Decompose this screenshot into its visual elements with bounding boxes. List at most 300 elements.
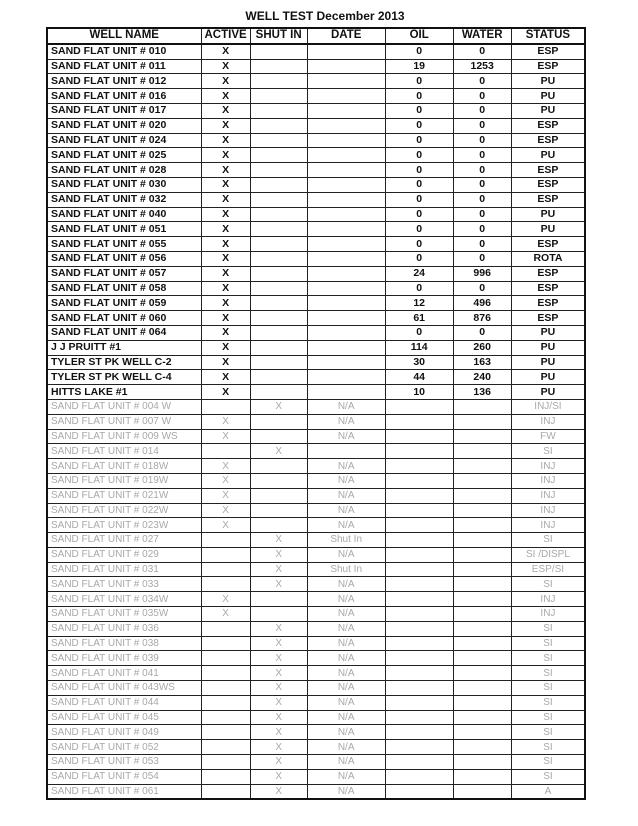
cell-shut-in [250,459,307,474]
cell-water: 0 [453,148,511,163]
cell-well-name: SAND FLAT UNIT # 012 [47,74,201,89]
cell-oil: 0 [385,192,453,207]
cell-oil [385,444,453,459]
cell-shut-in: X [250,769,307,784]
cell-oil: 10 [385,385,453,400]
cell-active [201,621,250,636]
cell-date [307,355,385,370]
cell-date: N/A [307,784,385,799]
cell-date: N/A [307,414,385,429]
cell-well-name: SAND FLAT UNIT # 028 [47,163,201,178]
cell-water: 163 [453,355,511,370]
cell-status: ESP [511,192,585,207]
cell-water [453,577,511,592]
cell-water [453,769,511,784]
cell-active: X [201,59,250,74]
cell-water [453,710,511,725]
cell-date: N/A [307,547,385,562]
cell-water [453,607,511,622]
table-row [47,755,585,770]
cell-shut-in [250,311,307,326]
cell-date: N/A [307,666,385,681]
cell-date: N/A [307,755,385,770]
cell-date: N/A [307,459,385,474]
cell-well-name: SAND FLAT UNIT # 022W [47,503,201,518]
cell-active: X [201,459,250,474]
cell-shut-in: X [250,444,307,459]
cell-date: N/A [307,621,385,636]
cell-status: PU [511,340,585,355]
cell-date: N/A [307,488,385,503]
cell-status: SI [511,769,585,784]
cell-oil: 61 [385,311,453,326]
table-row [47,340,585,355]
cell-active: X [201,74,250,89]
cell-status: SI [511,636,585,651]
table-row [47,473,585,488]
cell-active: X [201,296,250,311]
cell-status: ESP/SI [511,562,585,577]
cell-well-name: SAND FLAT UNIT # 024 [47,133,201,148]
cell-status: SI [511,651,585,666]
cell-shut-in [250,503,307,518]
cell-active [201,695,250,710]
cell-status: ROTA [511,251,585,266]
cell-oil [385,562,453,577]
cell-date [307,59,385,74]
cell-oil: 24 [385,266,453,281]
cell-shut-in: X [250,399,307,414]
table-row [47,414,585,429]
cell-date [307,385,385,400]
cell-status: ESP [511,133,585,148]
cell-oil: 0 [385,237,453,252]
cell-active [201,562,250,577]
cell-water: 136 [453,385,511,400]
cell-status: SI [511,710,585,725]
cell-active: X [201,266,250,281]
cell-oil [385,621,453,636]
cell-water: 496 [453,296,511,311]
table-row [47,192,585,207]
table-row [47,296,585,311]
cell-shut-in [250,473,307,488]
table-row [47,89,585,104]
cell-oil: 114 [385,340,453,355]
cell-oil [385,681,453,696]
cell-well-name: SAND FLAT UNIT # 058 [47,281,201,296]
cell-oil [385,459,453,474]
cell-water [453,740,511,755]
cell-well-name: SAND FLAT UNIT # 041 [47,666,201,681]
cell-active: X [201,503,250,518]
cell-oil: 0 [385,74,453,89]
cell-date [307,296,385,311]
cell-active: X [201,385,250,400]
cell-shut-in: X [250,621,307,636]
cell-well-name: SAND FLAT UNIT # 040 [47,207,201,222]
cell-shut-in [250,163,307,178]
cell-well-name: SAND FLAT UNIT # 033 [47,577,201,592]
cell-date [307,133,385,148]
table-row [47,681,585,696]
cell-status: PU [511,207,585,222]
cell-active [201,755,250,770]
cell-date [307,311,385,326]
cell-water [453,636,511,651]
cell-oil: 0 [385,325,453,340]
cell-water: 876 [453,311,511,326]
table-row [47,222,585,237]
table-row [47,459,585,474]
cell-shut-in: X [250,636,307,651]
cell-active: X [201,133,250,148]
cell-date: N/A [307,473,385,488]
cell-water [453,666,511,681]
cell-shut-in: X [250,562,307,577]
cell-oil [385,547,453,562]
cell-oil [385,755,453,770]
cell-status: SI [511,740,585,755]
table-row [47,133,585,148]
table-row [47,103,585,118]
table-row [47,651,585,666]
cell-status: INJ [511,414,585,429]
cell-oil: 0 [385,148,453,163]
cell-active [201,651,250,666]
cell-status: INJ [511,503,585,518]
cell-well-name: SAND FLAT UNIT # 053 [47,755,201,770]
cell-active: X [201,222,250,237]
cell-water: 0 [453,103,511,118]
cell-date [307,266,385,281]
cell-water: 0 [453,192,511,207]
cell-water [453,399,511,414]
cell-oil [385,503,453,518]
cell-active: X [201,518,250,533]
cell-shut-in: X [250,577,307,592]
cell-active: X [201,281,250,296]
cell-oil: 12 [385,296,453,311]
cell-active: X [201,163,250,178]
cell-shut-in [250,607,307,622]
table-row [47,311,585,326]
cell-status: PU [511,222,585,237]
table-row [47,621,585,636]
cell-well-name: SAND FLAT UNIT # 056 [47,251,201,266]
cell-date: Shut In [307,562,385,577]
cell-active: X [201,207,250,222]
cell-active [201,547,250,562]
cell-shut-in [250,488,307,503]
cell-status: INJ [511,607,585,622]
table-row [47,592,585,607]
cell-active: X [201,488,250,503]
cell-status: SI [511,666,585,681]
cell-oil: 0 [385,44,453,59]
cell-active [201,444,250,459]
cell-well-name: SAND FLAT UNIT # 055 [47,237,201,252]
cell-status: PU [511,89,585,104]
cell-well-name: SAND FLAT UNIT # 052 [47,740,201,755]
table-row [47,207,585,222]
cell-shut-in [250,355,307,370]
cell-shut-in [250,592,307,607]
cell-status: PU [511,103,585,118]
cell-water: 0 [453,118,511,133]
cell-status: ESP [511,281,585,296]
header-active: ACTIVE [201,28,250,44]
header-oil: OIL [385,28,453,44]
cell-well-name: SAND FLAT UNIT # 036 [47,621,201,636]
cell-shut-in [250,177,307,192]
table-row [47,74,585,89]
cell-status: PU [511,385,585,400]
cell-oil: 0 [385,281,453,296]
table-row [47,562,585,577]
cell-status: ESP [511,311,585,326]
cell-date [307,192,385,207]
cell-water: 260 [453,340,511,355]
cell-active: X [201,103,250,118]
cell-well-name: HITTS LAKE #1 [47,385,201,400]
cell-well-name: SAND FLAT UNIT # 014 [47,444,201,459]
header-shut-in: SHUT IN [250,28,307,44]
table-row [47,725,585,740]
cell-oil [385,607,453,622]
cell-date: N/A [307,607,385,622]
cell-status: INJ [511,518,585,533]
cell-well-name: SAND FLAT UNIT # 060 [47,311,201,326]
page-title: WELL TEST December 2013 [245,9,405,23]
cell-date [307,89,385,104]
cell-shut-in [250,429,307,444]
cell-oil: 0 [385,103,453,118]
table-row [47,44,585,59]
cell-well-name: SAND FLAT UNIT # 030 [47,177,201,192]
table-body [47,44,585,800]
cell-well-name: SAND FLAT UNIT # 004 W [47,399,201,414]
cell-shut-in: X [250,725,307,740]
cell-date: N/A [307,503,385,518]
cell-water [453,533,511,548]
cell-water [453,444,511,459]
cell-date [307,237,385,252]
cell-well-name: SAND FLAT UNIT # 009 WS [47,429,201,444]
cell-shut-in: X [250,784,307,799]
cell-shut-in: X [250,547,307,562]
cell-water [453,755,511,770]
cell-date [307,222,385,237]
cell-active [201,399,250,414]
cell-oil [385,518,453,533]
table-row [47,59,585,74]
cell-active: X [201,118,250,133]
cell-shut-in: X [250,695,307,710]
cell-water [453,562,511,577]
cell-status: PU [511,148,585,163]
cell-active [201,784,250,799]
cell-active: X [201,251,250,266]
cell-oil: 0 [385,177,453,192]
cell-well-name: SAND FLAT UNIT # 049 [47,725,201,740]
cell-active: X [201,237,250,252]
cell-date [307,118,385,133]
cell-water [453,651,511,666]
cell-date [307,177,385,192]
cell-active: X [201,429,250,444]
cell-date [307,44,385,59]
cell-shut-in [250,222,307,237]
cell-shut-in: X [250,666,307,681]
table-row [47,607,585,622]
table-row [47,177,585,192]
cell-shut-in [250,266,307,281]
cell-status: PU [511,325,585,340]
cell-status: INJ [511,488,585,503]
cell-water [453,681,511,696]
cell-shut-in [250,148,307,163]
cell-oil [385,740,453,755]
cell-date: N/A [307,725,385,740]
cell-status: SI [511,444,585,459]
cell-status: SI [511,533,585,548]
cell-water [453,473,511,488]
cell-active: X [201,370,250,385]
cell-well-name: SAND FLAT UNIT # 025 [47,148,201,163]
cell-well-name: SAND FLAT UNIT # 011 [47,59,201,74]
cell-active: X [201,89,250,104]
cell-well-name: SAND FLAT UNIT # 034W [47,592,201,607]
cell-shut-in [250,237,307,252]
cell-shut-in [250,518,307,533]
cell-shut-in [250,296,307,311]
cell-status: SI /DISPL [511,547,585,562]
cell-well-name: SAND FLAT UNIT # 038 [47,636,201,651]
cell-well-name: SAND FLAT UNIT # 032 [47,192,201,207]
cell-well-name: SAND FLAT UNIT # 031 [47,562,201,577]
cell-active [201,725,250,740]
cell-shut-in [250,44,307,59]
cell-active: X [201,44,250,59]
cell-shut-in: X [250,681,307,696]
table-row [47,710,585,725]
cell-well-name: SAND FLAT UNIT # 051 [47,222,201,237]
cell-status: SI [511,681,585,696]
cell-status: FW [511,429,585,444]
cell-shut-in [250,340,307,355]
cell-status: SI [511,755,585,770]
cell-date [307,251,385,266]
cell-water [453,414,511,429]
cell-active [201,740,250,755]
cell-shut-in [250,414,307,429]
cell-oil: 19 [385,59,453,74]
cell-status: A [511,784,585,799]
cell-active [201,710,250,725]
cell-well-name: SAND FLAT UNIT # 043WS [47,681,201,696]
cell-active: X [201,325,250,340]
cell-oil: 0 [385,251,453,266]
table-row [47,636,585,651]
cell-date [307,207,385,222]
cell-active: X [201,192,250,207]
cell-water: 0 [453,163,511,178]
cell-date [307,148,385,163]
cell-well-name: SAND FLAT UNIT # 061 [47,784,201,799]
cell-active: X [201,592,250,607]
cell-oil: 0 [385,222,453,237]
cell-date [307,281,385,296]
cell-well-name: SAND FLAT UNIT # 017 [47,103,201,118]
cell-shut-in [250,89,307,104]
cell-shut-in [250,325,307,340]
cell-active [201,636,250,651]
cell-status: SI [511,695,585,710]
table-row [47,769,585,784]
cell-date: N/A [307,577,385,592]
cell-status: ESP [511,237,585,252]
header-water: WATER [453,28,511,44]
cell-status: SI [511,577,585,592]
cell-status: INJ [511,473,585,488]
cell-shut-in [250,281,307,296]
cell-water: 0 [453,74,511,89]
cell-date: N/A [307,740,385,755]
cell-well-name: SAND FLAT UNIT # 045 [47,710,201,725]
cell-date: N/A [307,651,385,666]
cell-active: X [201,607,250,622]
table-row [47,148,585,163]
cell-well-name: TYLER ST PK WELL C-2 [47,355,201,370]
cell-oil [385,666,453,681]
cell-well-name: SAND FLAT UNIT # 023W [47,518,201,533]
cell-date [307,325,385,340]
table-row [47,503,585,518]
cell-shut-in [250,251,307,266]
cell-date [307,444,385,459]
cell-water: 0 [453,177,511,192]
cell-oil: 0 [385,163,453,178]
cell-water: 0 [453,325,511,340]
cell-well-name: SAND FLAT UNIT # 029 [47,547,201,562]
cell-active: X [201,473,250,488]
well-test-table [46,27,586,800]
cell-date: N/A [307,636,385,651]
cell-status: PU [511,355,585,370]
cell-active: X [201,148,250,163]
cell-water [453,784,511,799]
cell-water: 0 [453,237,511,252]
cell-well-name: SAND FLAT UNIT # 059 [47,296,201,311]
cell-water: 0 [453,207,511,222]
cell-oil [385,577,453,592]
cell-date [307,103,385,118]
cell-oil [385,488,453,503]
table-row [47,370,585,385]
table-row [47,444,585,459]
cell-date: N/A [307,518,385,533]
cell-water [453,592,511,607]
table-row [47,518,585,533]
table-row [47,740,585,755]
cell-well-name: TYLER ST PK WELL C-4 [47,370,201,385]
cell-shut-in: X [250,755,307,770]
cell-well-name: SAND FLAT UNIT # 021W [47,488,201,503]
cell-date [307,340,385,355]
cell-oil [385,769,453,784]
cell-oil [385,592,453,607]
